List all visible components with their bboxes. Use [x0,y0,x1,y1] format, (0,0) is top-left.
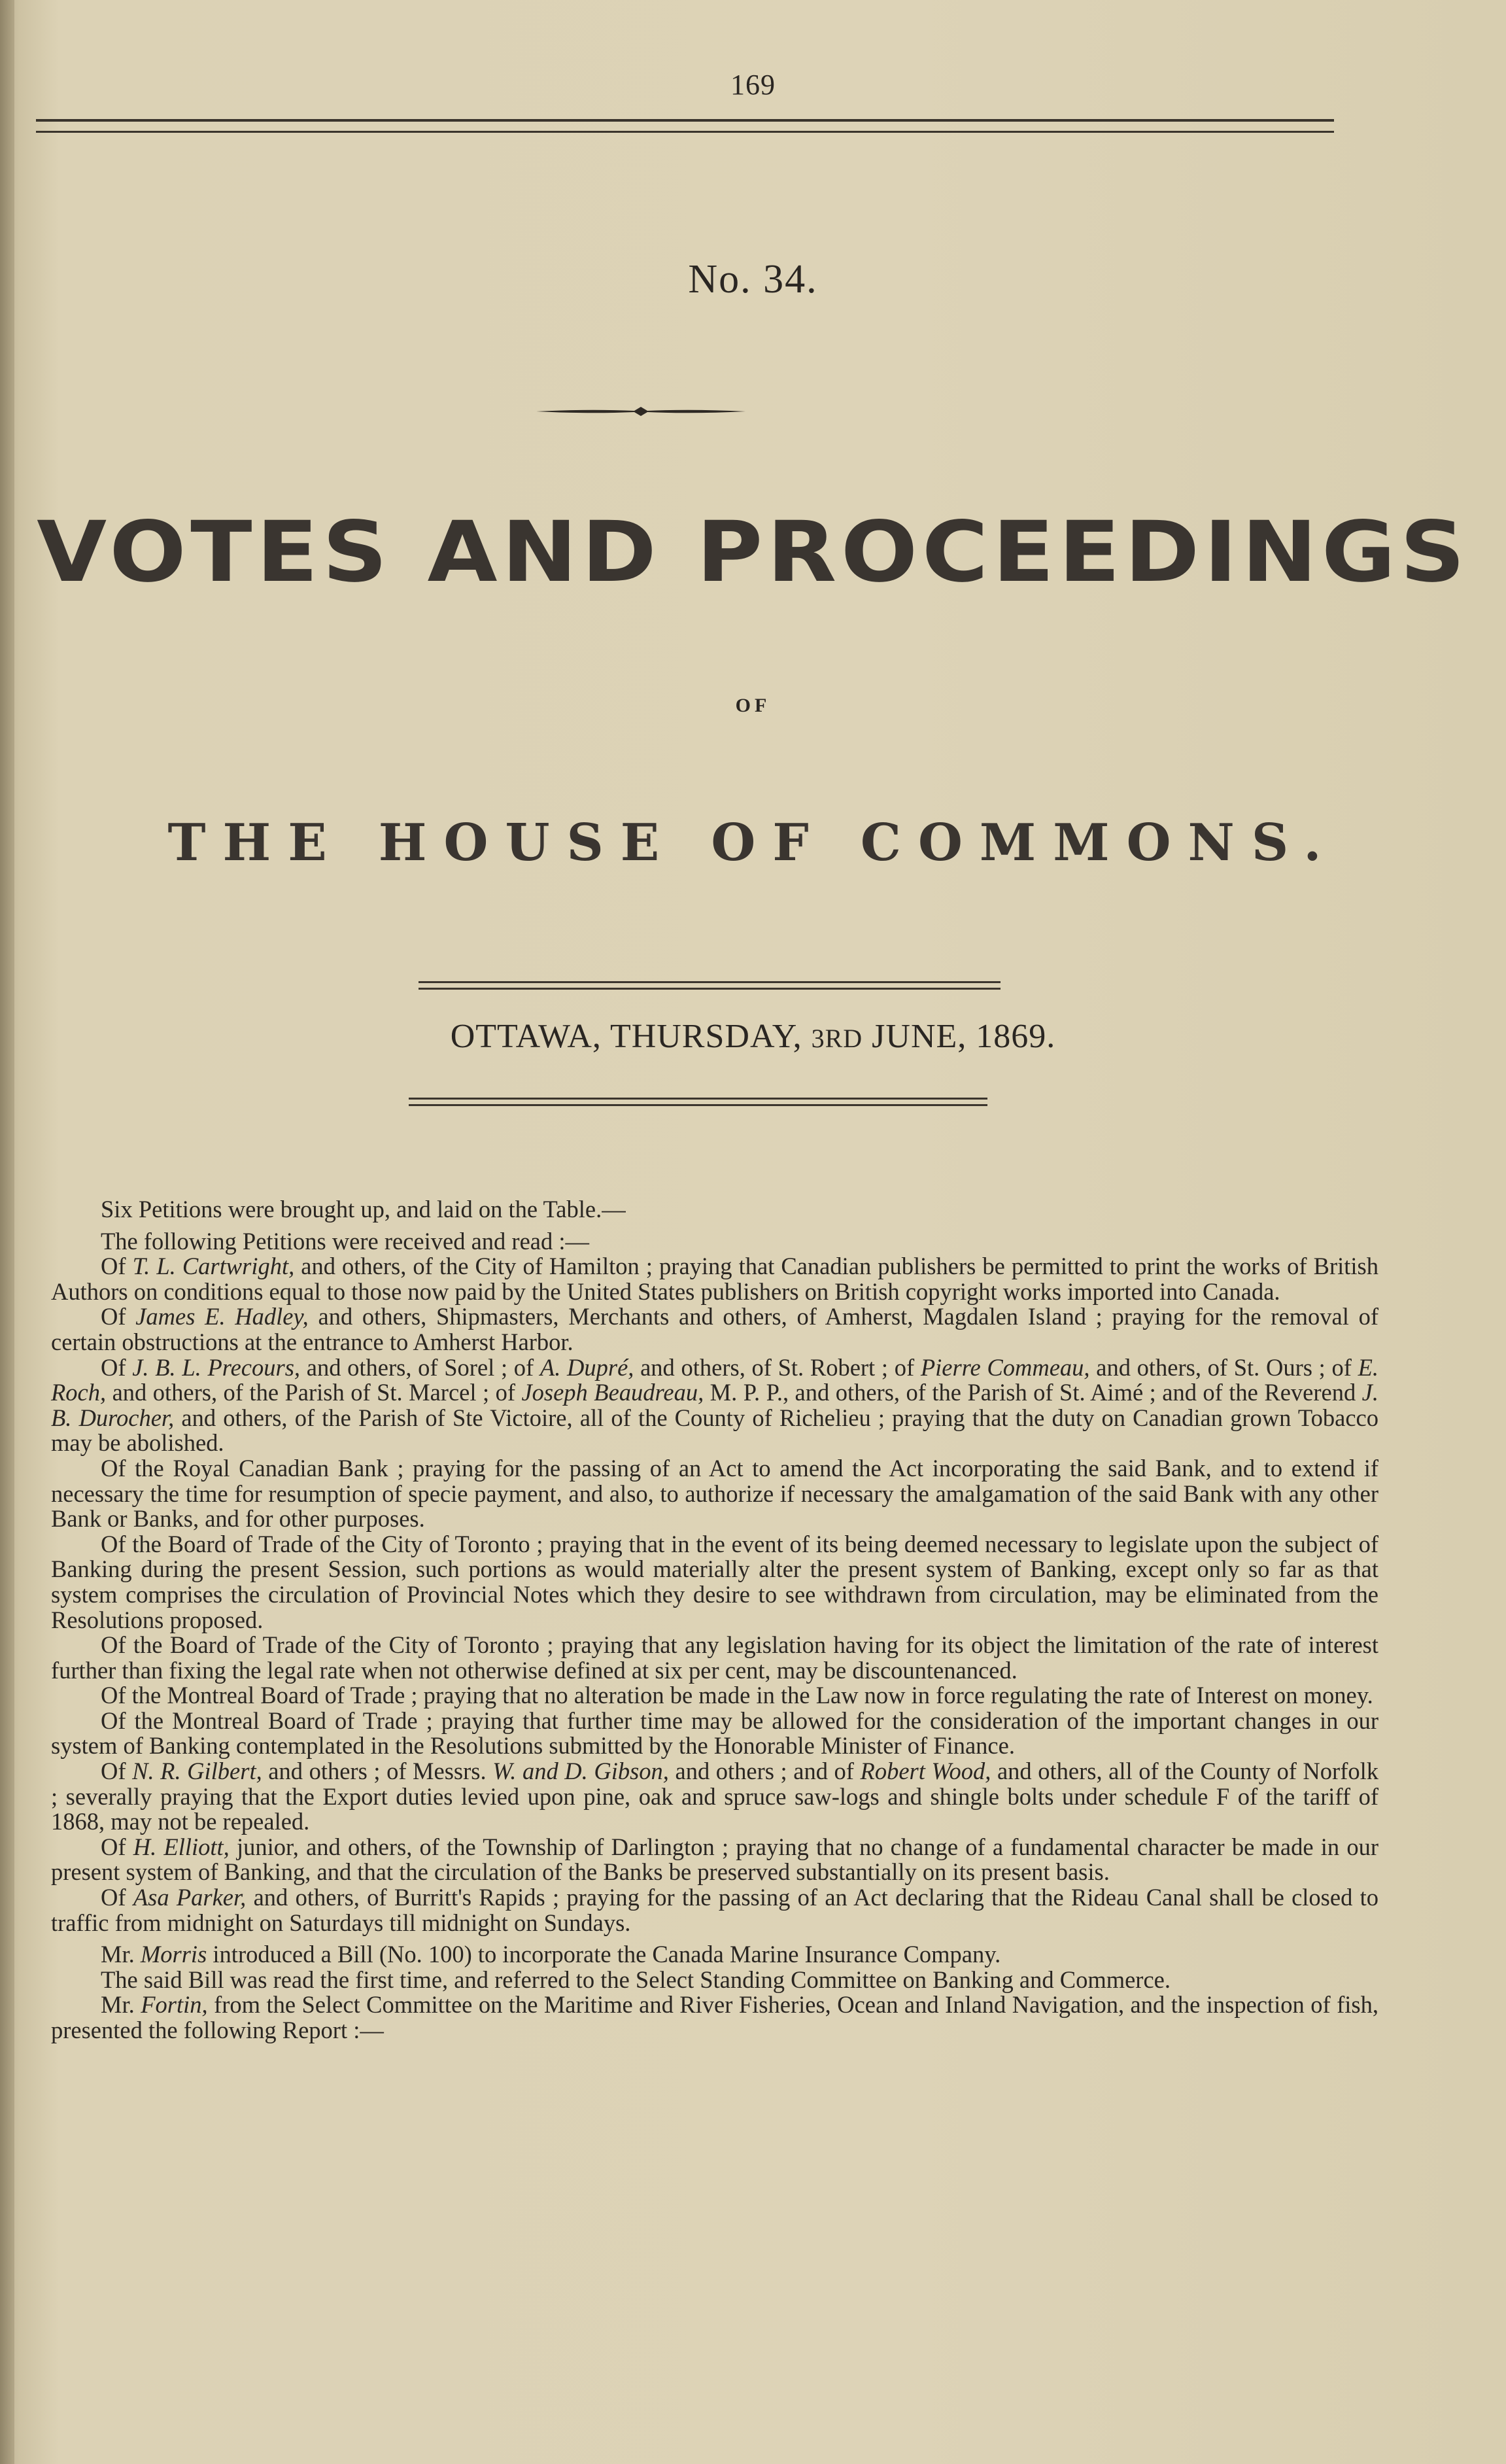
text: Of [101,1303,136,1330]
text: Of [101,1758,133,1785]
petitioner-name: Robert Wood, [860,1758,991,1785]
petition: Of the Board of Trade of the City of Toronto ; praying that in the event of its being deemed necessary to legislate upon the subject of Banking during the present Session, such portions as would materially alter the present system of Banking, except only so far as that system comprises the circulation of Provincial Notes which they desire to see withdrawn from circulation, may be eliminated from the Resolutions proposed. [51,1530,1378,1633]
petition: Of the Board of Trade of the City of Toronto ; praying that any legislation having for its object the limitation of the rate of interest further than fixing the legal rate when not otherwise defined at six per cent, may be discountenanced. [51,1631,1378,1684]
text: and others, of Burritt's Rapids ; praying for the passing of an Act declaring that the Rideau Canal shall be closed to traffic from midnight on Saturdays till midnight on Sundays. [51,1884,1379,1936]
petition [51,1304,1378,1355]
text: Of [101,1253,133,1280]
text: Of [101,1353,133,1381]
text: Of [101,1833,133,1860]
text: junior, and others, of the Township of Darlington ; praying that no change of a fundamental character be made in our present system of Banking, and that the circulation of the Banks be preserved substantially on its present basis. [51,1833,1379,1886]
text: and others ; of Messrs. [262,1758,493,1785]
paragraph: The said Bill was read the first time, and referred to the Select Standing Committee on Banking and Commerce. [101,1966,1171,1993]
petitioner-name: James E. Hadley, [135,1303,309,1330]
petition [51,1835,1378,1885]
petition [51,1759,1378,1835]
petition [51,1355,1378,1456]
text: and others, of the Parish of Ste Victoire, all of the County of Richelieu ; praying that the duty on Canadian grown Tobacco may be abolished. [51,1404,1378,1457]
committee-report [51,1992,1378,2043]
petitioner-name: Asa Parker, [133,1884,247,1911]
petitioner-name: J. B. L. Precours, [132,1353,301,1381]
petition: Of the Montreal Board of Trade ; praying that further time may be allowed for the consideration of the important changes in our system of Banking contemplated in the Resolutions submitted by the Honorable Minister of Finance. [51,1707,1378,1760]
member-name: Morris [140,1941,207,1968]
text: introduced a Bill (No. 100) to incorporate the Canada Marine Insurance Company. [207,1941,1001,1968]
petitioner-name: E. Roch, [51,1353,1379,1406]
date-line [0,1017,1506,1056]
book-spine-shadow [0,0,14,2464]
text: and others, of St. Robert ; of [634,1353,921,1381]
text: Mr. [101,1941,141,1968]
petitioner-name: J. B. Durocher, [51,1379,1378,1431]
date-rule-top [419,981,1001,990]
text: Of [101,1884,133,1911]
house-title: THE HOUSE OF COMMONS. [167,813,1339,873]
text: and others, Shipmasters, Merchants and others, of Amherst, Magdalen Island ; praying for the removal of certain obstructions at the entrance to Amherst Harbor. [51,1303,1379,1355]
date-rule-bottom [409,1098,987,1106]
text: and others, of Sorel ; of [300,1353,540,1381]
date-day: 3RD [811,1024,863,1053]
text: and others ; and of [668,1758,861,1785]
petitioner-name: Joseph Beaudreau, [521,1379,704,1406]
ornament-divider [536,404,745,419]
petitioner-name: H. Elliott, [133,1833,230,1860]
title-connector: OF [735,695,771,716]
petitioner-name: Pierre Commeau, [920,1353,1090,1381]
date-suffix: JUNE, 1869. [863,1018,1056,1055]
member-name: Fortin, [141,1991,208,2019]
page-number: 169 [730,69,776,101]
text: Mr. [101,1991,141,2019]
main-title: VOTES AND PROCEEDINGS [37,504,1469,601]
text: and others, of the City of Hamilton ; praying that Canadian publishers be permitted to print the works of British Authors on conditions equal to those now paid by the United States publishers on British copyright works imported into Canada. [51,1253,1379,1305]
text: from the Select Committee on the Maritime and River Fisheries, Ocean and Inland Navigation, and the inspection of fish, presented the following Report :— [51,1991,1378,2043]
text: and others, of St. Ours ; of [1089,1353,1358,1381]
petition: Of the Montreal Board of Trade ; praying that no alteration be made in the Law now in force regulating the rate of Interest on money. [101,1682,1373,1709]
petitioner-name: T. L. Cartwright, [132,1253,295,1280]
petition [51,1254,1378,1304]
proceedings-text [51,1197,1378,2043]
text: M. P. P., and others, of the Parish of St. Aimé ; and of the Reverend [704,1379,1362,1406]
petitioner-name: W. and D. Gibson, [492,1758,669,1785]
paragraph: The following Petitions were received and read :— [101,1227,589,1255]
bill-introduction [51,1942,1378,1968]
petition: Of the Royal Canadian Bank ; praying for the passing of an Act to amend the Act incorporating the said Bank, and to extend if necessary the time for resumption of specie payment, and also, to authorize if necessary the amalgamation of the said Bank with any other Bank or Banks, and for other purposes. [51,1454,1378,1533]
petitioner-name: A. Dupré, [539,1353,634,1381]
paragraph: Six Petitions were brought up, and laid on the Table.— [101,1196,626,1223]
issue-number: No. 34. [688,257,818,302]
petitioner-name: N. R. Gilbert, [132,1758,262,1785]
text: and others, of the Parish of St. Marcel ; of [106,1379,522,1406]
petition [51,1885,1378,1935]
header-rule [36,119,1334,133]
date-prefix: OTTAWA, THURSDAY, [450,1018,812,1055]
text: and others, all of the County of Norfolk ; severally praying that the Export duties levied upon pine, oak and spruce saw-logs and shingle bolts under schedule F of the tariff of 1868, may not be repealed. [51,1758,1378,1835]
